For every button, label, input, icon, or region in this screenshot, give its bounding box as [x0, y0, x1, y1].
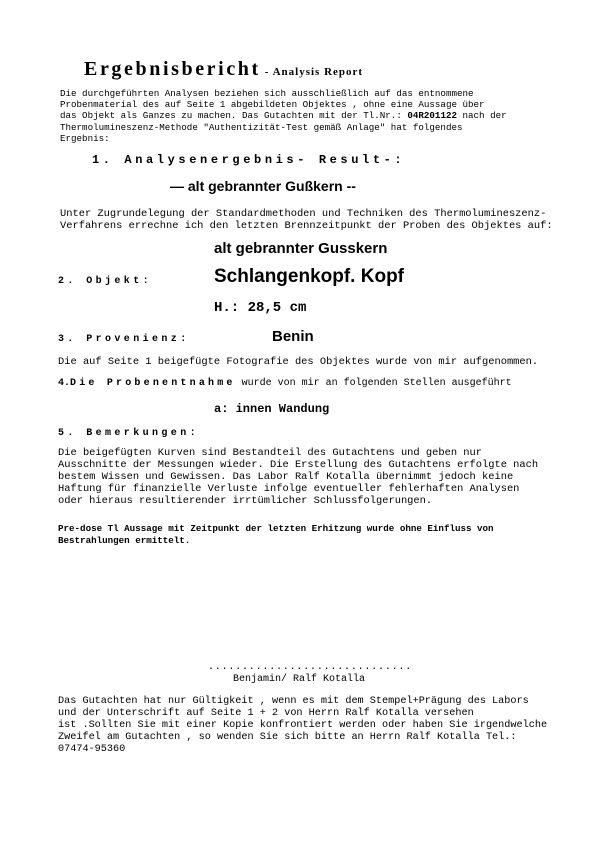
dating-result: alt gebrannter Gusskern	[214, 240, 388, 257]
predose-line: Pre-dose Tl Aussage mit Zeitpunkt der letzten Erhitzung wurde ohne Einfluss von	[58, 523, 494, 534]
predose-note	[58, 523, 494, 547]
remarks-line: Die beigefügten Kurven sind Bestandteil des Gutachtens und geben nur	[58, 447, 483, 459]
method-paragraph	[60, 208, 553, 232]
result-heading: 1. Analysenergebnis- Result-:	[92, 153, 406, 167]
remarks-label: 5. Bemerkungen:	[58, 428, 200, 439]
footer-line: Das Gutachten hat nur Gültigkeit , wenn es mit dem Stempel+Prägung des Labors	[58, 696, 529, 707]
intro-line: Thermolumineszenz-Methode "Authentizität-Test gemäß Anlage" hat folgendes	[60, 121, 463, 133]
validity-footer	[58, 696, 547, 756]
report-title-text: Ergebnisbericht	[84, 58, 261, 80]
method-line: Unter Zugrundelegung der Standardmethoden und Techniken des Thermolumineszenz-	[60, 208, 547, 220]
object-label: 2. Objekt:	[58, 276, 153, 287]
provenance-value: Benin	[272, 328, 314, 345]
predose-line: Bestrahlungen ermittelt.	[58, 535, 191, 546]
provenance-label: 3. Provenienz:	[58, 334, 190, 345]
sampling-line	[58, 378, 512, 389]
report-subtitle: - Analysis Report	[264, 66, 364, 78]
sampling-text: wurde von mir an folgenden Stellen ausgeführt	[235, 378, 512, 389]
signature-line: ..............................	[208, 662, 413, 673]
footer-phone: 07474-95360	[58, 744, 126, 755]
intro-line: Probenmaterial des auf Seite 1 abgebildeten Objektes , ohne eine Aussage über	[60, 99, 485, 111]
sampling-location: a: innen Wandung	[214, 402, 330, 416]
object-height: H.: 28,5 cm	[214, 300, 307, 316]
sampling-number: 4.	[58, 378, 71, 389]
result-value: — alt gebrannter Gußkern --	[170, 178, 356, 194]
signer-name: Benjamin/ Ralf Kotalla	[233, 674, 366, 685]
remarks-line: Ausschnitte der Messungen wieder. Die Erstellung des Gutachtens erfolgte nach	[58, 459, 539, 471]
intro-line: Die durchgeführten Analysen beziehen sich ausschließlich auf das entnommene	[60, 88, 474, 99]
object-name: Schlangenkopf. Kopf	[214, 266, 404, 287]
sampling-label: Die Probenentnahme	[70, 378, 236, 389]
method-line: Verfahrens errechne ich den letzten Brennzeitpunkt der Proben des Objektes auf:	[60, 220, 553, 232]
remarks-line: oder hieraus resultierender irrtümlicher Schlussfolgerungen.	[58, 495, 433, 507]
remarks-paragraph	[58, 447, 538, 507]
footer-line: ist .Sollten Sie mit einer Kopie konfrontiert werden oder haben Sie irgendwelche	[58, 720, 548, 731]
report-title	[84, 58, 363, 81]
footer-line: Zweifel am Gutachten , so wenden Sie sich bitte an Herrn Ralf Kotalla Tel.:	[58, 732, 517, 743]
intro-line: Ergebnis:	[60, 132, 110, 144]
footer-line: und der Unterschrift auf Seite 1 + 2 von Herrn Ralf Kotalla versehen	[58, 708, 474, 719]
intro-line-text: das Objekt als Ganzes zu machen. Das Gutachten mit der Tl.Nr.:	[60, 110, 408, 122]
photo-note: Die auf Seite 1 beigefügte Fotografie des Objektes wurde von mir aufgenommen.	[58, 356, 539, 368]
remarks-line: Haftung für finanzielle Verluste infolge eventueller fehlerhaften Analysen	[58, 483, 520, 495]
intro-paragraph	[60, 88, 530, 144]
remarks-line: bestem Wissen und Gewissen. Das Labor Ralf Kotalla übernimmt jedoch keine	[58, 471, 514, 483]
intro-line	[60, 110, 530, 121]
tl-number: 04R201122	[407, 110, 457, 122]
intro-line-tail: nach der	[456, 110, 507, 122]
